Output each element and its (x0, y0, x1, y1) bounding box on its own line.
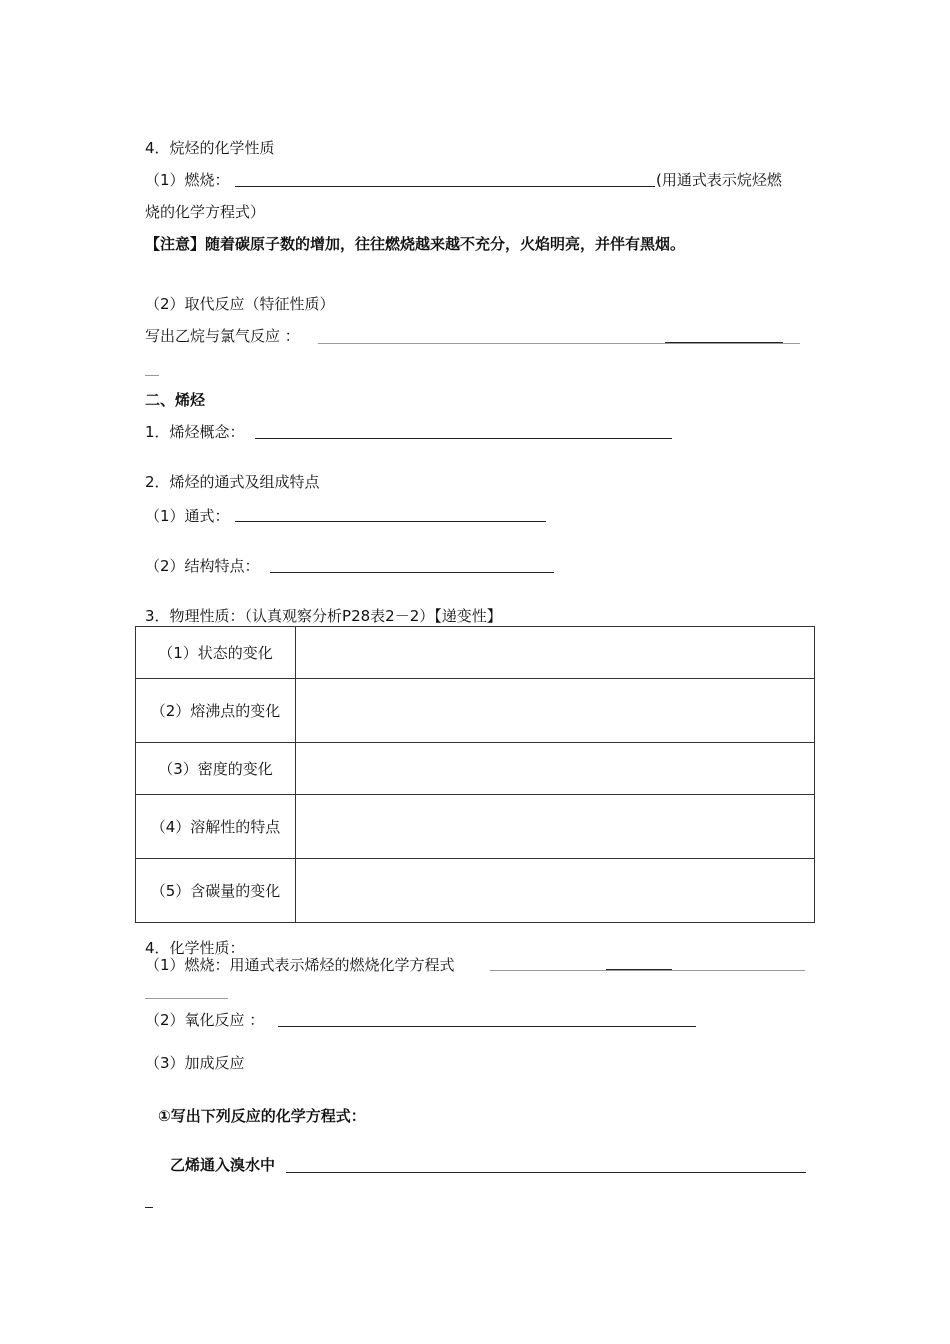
instruction-text: ①写出下列反应的化学方程式： (158, 1107, 366, 1125)
row-label: （2）熔沸点的变化 (136, 679, 296, 743)
formula-heading: 2．烯烃的通式及组成特点 (145, 473, 320, 491)
bromine-water-label: 乙烯通入溴水中 (170, 1156, 276, 1174)
answer-cell[interactable] (296, 743, 815, 795)
answer-cell[interactable] (296, 627, 815, 679)
alkene-chem-heading: 4．化学性质： (145, 939, 245, 957)
general-formula-answer-line[interactable] (235, 521, 546, 522)
combustion-answer-line[interactable] (235, 186, 655, 187)
answer-cell[interactable] (296, 679, 815, 743)
alkene-combustion-label: （1）燃烧：用通式表示烯烃的燃烧化学方程式 (145, 956, 455, 974)
row-label: （4）溶解性的特点 (136, 795, 296, 859)
ethane-chlorine-answer-line-2 (665, 342, 783, 343)
bromine-water-answer-line[interactable] (286, 1172, 806, 1173)
alkene-concept-label: 1．烯烃概念： (145, 423, 245, 441)
physical-properties-heading: 3．物理性质：（认真观察分析P28表2－2）【递变性】 (145, 607, 502, 625)
combustion-label: （1）燃烧： (145, 171, 230, 189)
oxidation-answer-line[interactable] (278, 1026, 696, 1027)
bromine-water-wrap-line (145, 1207, 153, 1208)
structure-label: （2）结构特点： (145, 557, 260, 575)
combustion-note-cont: 烧的化学方程式） (145, 203, 266, 221)
ethane-chlorine-label: 写出乙烷与氯气反应 ： (145, 327, 300, 345)
ethane-chlorine-answer-line[interactable] (318, 343, 800, 344)
row-label: （3）密度的变化 (136, 743, 296, 795)
alkene-concept-answer-line[interactable] (255, 438, 672, 439)
notice-text: 【注意】随着碳原子数的增加，往往燃烧越来越不充分，火焰明亮，并伴有黑烟。 (145, 235, 686, 253)
alkene-combustion-answer-line[interactable] (490, 970, 805, 971)
answer-cell[interactable] (296, 795, 815, 859)
table-row (136, 679, 815, 743)
substitution-label: （2）取代反应（特征性质） (145, 295, 335, 313)
general-formula-label: （1）通式： (145, 507, 230, 525)
addition-label: （3）加成反应 (145, 1054, 245, 1072)
alkene-section-heading: 二、烯烃 (145, 391, 206, 409)
alkene-combustion-answer-line-2 (606, 969, 672, 970)
answer-cell[interactable] (296, 859, 815, 923)
alkene-combustion-wrap-line (145, 998, 228, 999)
table-row (136, 795, 815, 859)
row-label: （1）状态的变化 (136, 627, 296, 679)
row-label: （5）含碳量的变化 (136, 859, 296, 923)
table-row (136, 627, 815, 679)
combustion-note: (用通式表示烷烃燃 (656, 171, 782, 189)
oxidation-label: （2）氧化反应 ： (145, 1011, 265, 1029)
ethane-chlorine-wrap-line (145, 375, 159, 376)
alkane-chem-heading: 4．烷烃的化学性质 (145, 139, 275, 157)
table-row (136, 859, 815, 923)
structure-answer-line[interactable] (270, 572, 554, 573)
physical-properties-table (135, 626, 815, 923)
table-row (136, 743, 815, 795)
